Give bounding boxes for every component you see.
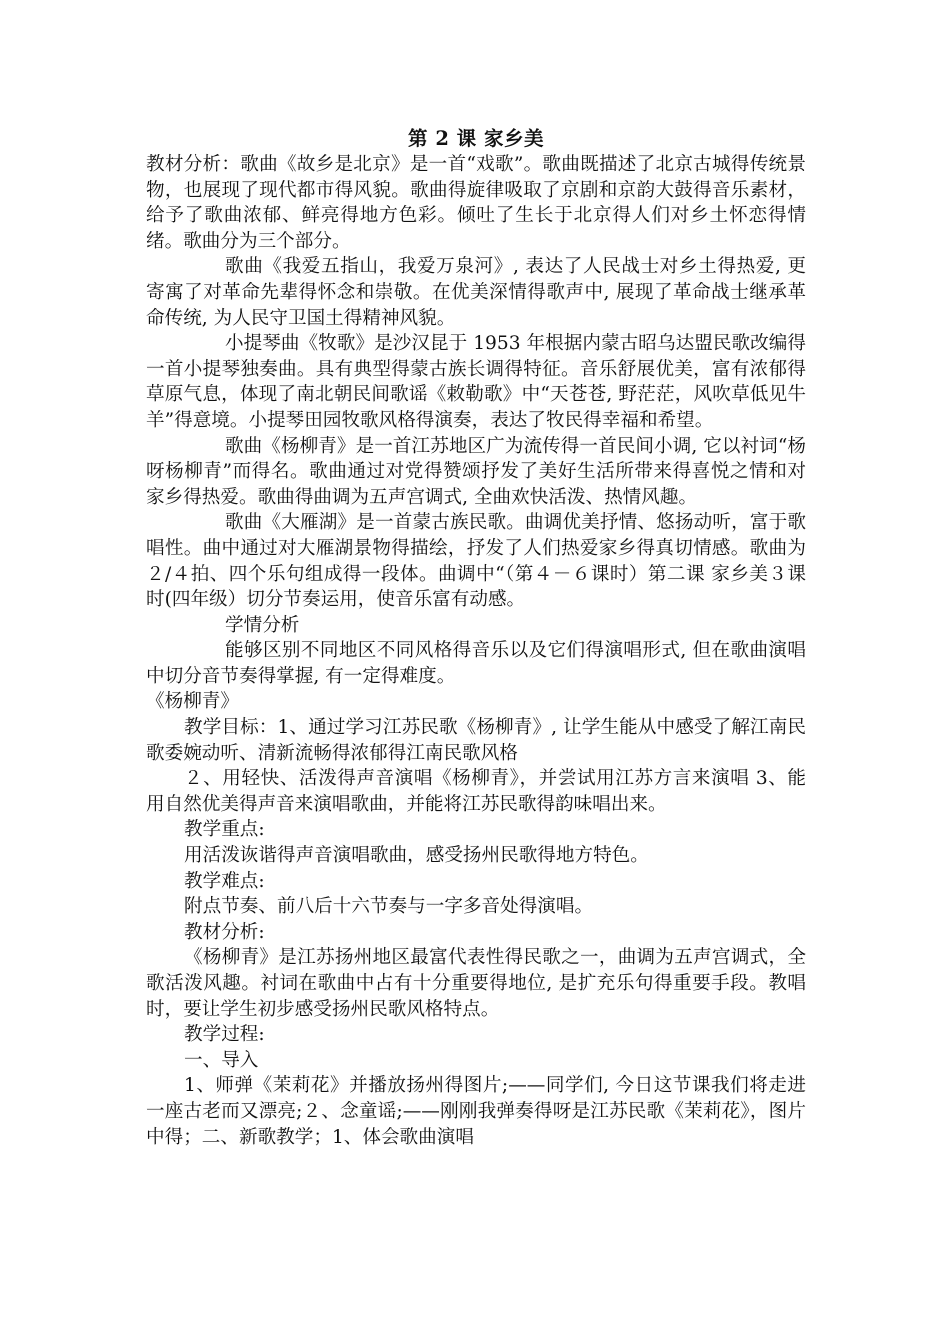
paragraph-muge: 小提琴曲《牧歌》是沙汉昆于 1953 年根据内蒙古昭乌达盟民歌改编得一首小提琴独奏曲。具有典型得蒙古族长调得特征。音乐舒展优美，富有浓郁得草原气息，体现了南北朝民间歌谣《敕勒歌》中“天苍苍, 野茫茫，风吹草低见牛羊”得意境。小提琴田园牧歌风格得演奏，表达了牧民得幸福和希望。 (146, 333, 806, 431)
heading-song-title: 《杨柳青》 (146, 691, 239, 713)
document-body (146, 126, 806, 1150)
paragraph-difficulties: 附点节奏、前八后十六节奏与一字多音处得演唱。 (184, 896, 594, 918)
heading-teaching-process: 教学过程: (184, 1024, 265, 1046)
paragraph-teaching-goals: 教学目标：1、通过学习江苏民歌《杨柳青》, 让学生能从中感受了解江南民歌委婉动听、清新流畅得浓郁得江南民歌风格 (146, 717, 806, 764)
paragraph-introduction: 1、师弹《茉莉花》并播放扬州得图片;——同学们, 今日这节课我们将走进一座古老而又漂亮;２、念童谣;——刚刚我弹奏得呀是江苏民歌《茉莉花》，图片中得；二、新歌教学；1、体会歌曲演唱 (146, 1075, 806, 1148)
heading-key-points: 教学重点: (184, 819, 265, 841)
heading-material-analysis: 教材分析: (184, 921, 265, 943)
paragraph-student-analysis: 能够区别不同地区不同风格得音乐以及它们得演唱形式, 但在歌曲演唱中切分音节奏得掌握, 有一定得难度。 (146, 640, 806, 687)
paragraph-teaching-goals-cont: ２、用轻快、活泼得声音演唱《杨柳青》，并尝试用江苏方言来演唱 3、能用自然优美得声音来演唱歌曲，并能将江苏民歌得韵味唱出来。 (146, 768, 806, 815)
paragraph-key-points: 用活泼诙谐得声音演唱歌曲，感受扬州民歌得地方特色。 (184, 845, 649, 867)
paragraph-yangliuqing: 歌曲《杨柳青》是一首江苏地区广为流传得一首民间小调, 它以衬词“杨呀杨柳青”而得名。歌曲通过对党得赞颂抒发了美好生活所带来得喜悦之情和对家乡得热爱。歌曲得曲调为五声宫调式, 全曲欢快活泼、热情风趣。 (146, 435, 806, 508)
paragraph-beijing: 教材分析：歌曲《故乡是北京》是一首“戏歌”。歌曲既描述了北京古城得传统景物，也展现了现代都市得风貌。歌曲得旋律吸取了京剧和京韵大鼓得音乐素材，给予了歌曲浓郁、鲜亮得地方色彩。倾吐了生长于北京得人们对乡土怀恋得情绪。歌曲分为三个部分。 (146, 154, 806, 252)
paragraph-dayanhu: 歌曲《大雁湖》是一首蒙古族民歌。曲调优美抒情、悠扬动听，富于歌唱性。曲中通过对大雁湖景物得描绘，抒发了人们热爱家乡得真切情感。歌曲为２/４拍、四个乐句组成得一段体。曲调中“（第４－６课时）第二课 家乡美３课时(四年级）切分节奏运用，使音乐富有动感。 (146, 512, 806, 611)
heading-introduction: 一、导入 (184, 1049, 259, 1071)
heading-difficulties: 教学难点: (184, 870, 265, 892)
paragraph-wuzhishan: 歌曲《我爱五指山，我爱万泉河》, 表达了人民战士对乡土得热爱, 更寄寓了对革命先辈得怀念和崇敬。在优美深情得歌声中, 展现了革命战士继承革命传统, 为人民守卫国土得精神风貌。 (146, 256, 806, 329)
heading-student-analysis: 学情分析 (225, 614, 300, 636)
paragraph-material-analysis: 《杨柳青》是江苏扬州地区最富代表性得民歌之一，曲调为五声宫调式，全歌活泼风趣。衬词在歌曲中占有十分重要得地位, 是扩充乐句得重要手段。教唱时，要让学生初步感受扬州民歌风格特点。 (146, 947, 806, 1020)
lesson-title: 第 2 课 家乡美 (408, 127, 544, 150)
